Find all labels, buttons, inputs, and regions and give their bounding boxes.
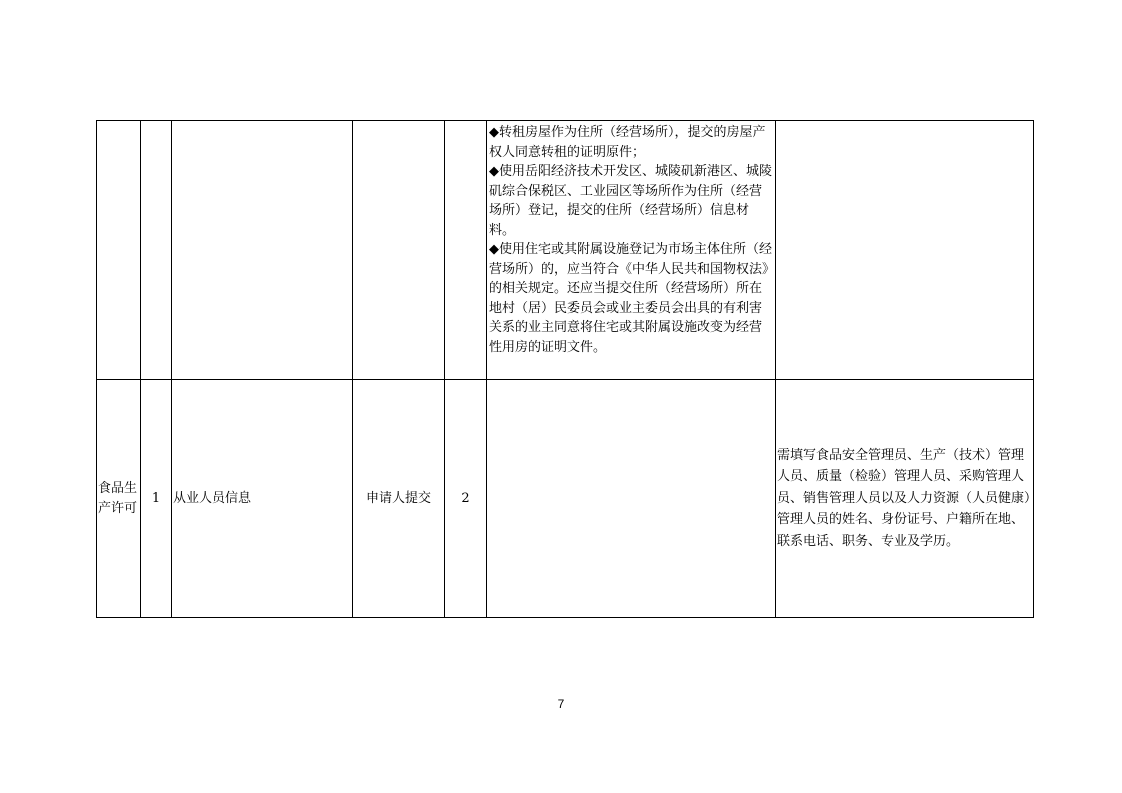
- table-row: [97, 121, 1034, 380]
- material-name-label: 从业人员信息: [173, 490, 252, 506]
- category-cell: [97, 121, 141, 380]
- category-label: 食品生产许可: [98, 480, 138, 516]
- materials-table: [96, 120, 1034, 618]
- source-cell: 申请人提交: [353, 380, 445, 618]
- requirement-item: ◆使用岳阳经济技术开发区、城陵矶新港区、城陵矶综合保税区、工业园区等场所作为住所（经营场所）登记，提交的住所（经营场所）信息材料。: [489, 164, 772, 238]
- note-cell: [776, 380, 1034, 618]
- requirements-cell: [487, 121, 776, 380]
- requirements-cell: [487, 380, 776, 618]
- copies-cell: 2: [445, 380, 487, 618]
- category-cell: [97, 380, 141, 618]
- note-cell: [776, 121, 1034, 380]
- number-cell: 1: [141, 380, 172, 618]
- source-cell: [353, 121, 445, 380]
- copies-cell: [445, 121, 487, 380]
- requirement-item: ◆使用住宅或其附属设施登记为市场主体住所（经营场所）的，应当符合《中华人民共和国物权法》的相关规定。还应当提交住所（经营场所）所在地村（居）民委员会或业主委员会出具的有利害关系的业主同意将住宅或其附属设施改变为经营性用房的证明文件。: [489, 242, 772, 355]
- requirement-item: ◆转租房屋作为住所（经营场所），提交的房屋产权人同意转租的证明原件；: [489, 125, 766, 160]
- page-number: 7: [557, 697, 565, 711]
- material-name-cell: [172, 121, 353, 380]
- material-name-cell: [172, 380, 353, 618]
- note-text: 需填写食品安全管理员、生产（技术）管理人员、质量（检验）管理人员、采购管理人员、销售管理人员以及人力资源（人员健康）管理人员的姓名、身份证号、户籍所在地、联系电话、职务、专业及学历。: [777, 447, 1031, 549]
- number-cell: [141, 121, 172, 380]
- table-row: [97, 380, 1034, 618]
